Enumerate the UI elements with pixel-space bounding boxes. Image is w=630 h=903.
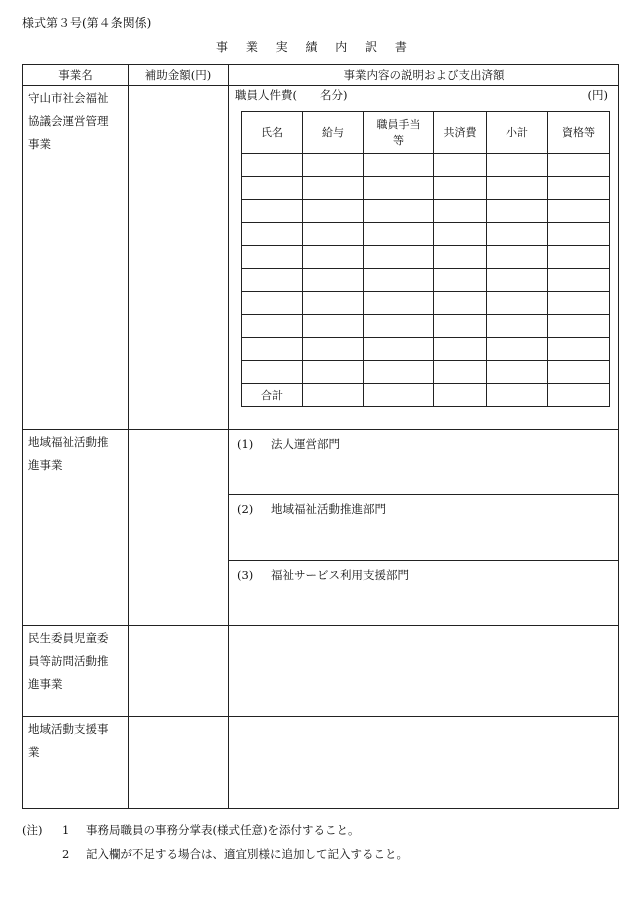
staff-cell: [364, 315, 434, 338]
staff-cell: [434, 154, 487, 177]
staff-total-row: [242, 384, 610, 407]
staff-row: [242, 292, 610, 315]
staff-cell: [364, 361, 434, 384]
staff-cell: [242, 292, 303, 315]
staff-cell: [487, 200, 548, 223]
staff-header-cell: 職員手当 等: [364, 112, 434, 154]
staff-cell: [548, 361, 610, 384]
staff-cell: [487, 223, 548, 246]
column-divider: [228, 65, 229, 808]
staff-cell: [548, 246, 610, 269]
form-number: 様式第３号(第４条関係): [22, 16, 152, 30]
staff-cell: [548, 315, 610, 338]
row-divider: [23, 625, 618, 626]
staff-row: [242, 154, 610, 177]
staff-cell: [303, 338, 364, 361]
staff-cell: [303, 200, 364, 223]
staff-cell: [242, 200, 303, 223]
staff-row: [242, 361, 610, 384]
staff-header-cell: 資格等: [548, 112, 610, 154]
section-label: (2) 地域福祉活動推進部門: [237, 502, 386, 516]
staff-cell: [242, 315, 303, 338]
project-name: 守山市社会福祉 協議会運営管理 事業: [28, 91, 109, 151]
staff-cell: [434, 223, 487, 246]
staff-cell: [548, 154, 610, 177]
staff-cell: [434, 269, 487, 292]
staff-cell: [364, 338, 434, 361]
staff-header-row: [242, 112, 610, 154]
header-divider: [23, 85, 618, 86]
staff-cell: [242, 246, 303, 269]
staff-cell: [303, 292, 364, 315]
staff-cell: [242, 223, 303, 246]
staff-cell: [242, 338, 303, 361]
column-divider: [128, 65, 129, 808]
staff-row: [242, 246, 610, 269]
staff-cell: [303, 269, 364, 292]
row-divider: [23, 429, 618, 430]
staff-cell: [487, 315, 548, 338]
staff-row: [242, 338, 610, 361]
staff-cell: [303, 177, 364, 200]
main-table: [22, 64, 619, 809]
staff-header-cell: 氏名: [242, 112, 303, 154]
staff-cell: [487, 338, 548, 361]
staff-header-cell: 小計: [487, 112, 548, 154]
staff-row: [242, 223, 610, 246]
staff-cell: [434, 200, 487, 223]
staff-header-cell: 給与: [303, 112, 364, 154]
note-item: 2 記入欄が不足する場合は、適宜別様に追加して記入すること。: [62, 847, 408, 861]
staff-cell: [434, 246, 487, 269]
staff-cell: [364, 154, 434, 177]
staff-cell: [434, 177, 487, 200]
header-project: 事業名: [58, 68, 93, 82]
staff-table: [241, 111, 610, 407]
staff-cell: [364, 269, 434, 292]
staff-cell: [548, 200, 610, 223]
staff-cell: [434, 315, 487, 338]
staff-cell: [434, 292, 487, 315]
notes: [22, 818, 408, 866]
staff-cell: [242, 154, 303, 177]
staff-cost-label: 職員人件費( 名分): [235, 88, 348, 102]
staff-cell: [548, 269, 610, 292]
staff-cell: [364, 223, 434, 246]
staff-cell: [434, 338, 487, 361]
section-divider: [228, 560, 618, 561]
staff-cell: [303, 384, 364, 407]
staff-cell: [487, 246, 548, 269]
staff-total-label: 合計: [242, 384, 303, 407]
staff-cell: [364, 292, 434, 315]
section-divider: [228, 494, 618, 495]
staff-header-cell: 共済費: [434, 112, 487, 154]
staff-cell: [548, 177, 610, 200]
staff-row: [242, 315, 610, 338]
staff-cell: [487, 177, 548, 200]
staff-cell: [242, 269, 303, 292]
project-name: 地域活動支援事 業: [28, 722, 109, 759]
staff-cell: [242, 177, 303, 200]
staff-cell: [487, 154, 548, 177]
staff-cell: [303, 315, 364, 338]
note-item: (注) 1 事務局職員の事務分掌表(様式任意)を添付すること。: [22, 823, 360, 837]
staff-cell: [242, 361, 303, 384]
row-divider: [23, 716, 618, 717]
staff-cell: [548, 384, 610, 407]
staff-cost-unit: (円): [587, 88, 608, 102]
section-label: (1) 法人運営部門: [237, 437, 340, 451]
staff-cell: [303, 361, 364, 384]
staff-cell: [303, 154, 364, 177]
staff-cell: [303, 223, 364, 246]
staff-cell: [548, 223, 610, 246]
staff-cell: [364, 200, 434, 223]
staff-cell: [548, 338, 610, 361]
staff-cell: [487, 292, 548, 315]
staff-cell: [434, 384, 487, 407]
project-name: 民生委員児童委 員等訪問活動推 進事業: [28, 631, 109, 691]
section-label: (3) 福祉サービス利用支援部門: [237, 568, 409, 582]
staff-cell: [487, 384, 548, 407]
staff-cell: [487, 361, 548, 384]
staff-cell: [364, 246, 434, 269]
staff-cell: [487, 269, 548, 292]
header-subsidy: 補助金額(円): [144, 68, 212, 82]
header-details: 事業内容の説明および支出済額: [343, 68, 505, 82]
staff-row: [242, 200, 610, 223]
staff-cell: [364, 177, 434, 200]
staff-cell: [548, 292, 610, 315]
staff-cell: [434, 361, 487, 384]
document-title: 事 業 実 績 内 訳 書: [216, 40, 414, 54]
staff-cell: [364, 384, 434, 407]
staff-row: [242, 269, 610, 292]
staff-row: [242, 177, 610, 200]
staff-cell: [303, 246, 364, 269]
project-name: 地域福祉活動推 進事業: [28, 435, 109, 472]
